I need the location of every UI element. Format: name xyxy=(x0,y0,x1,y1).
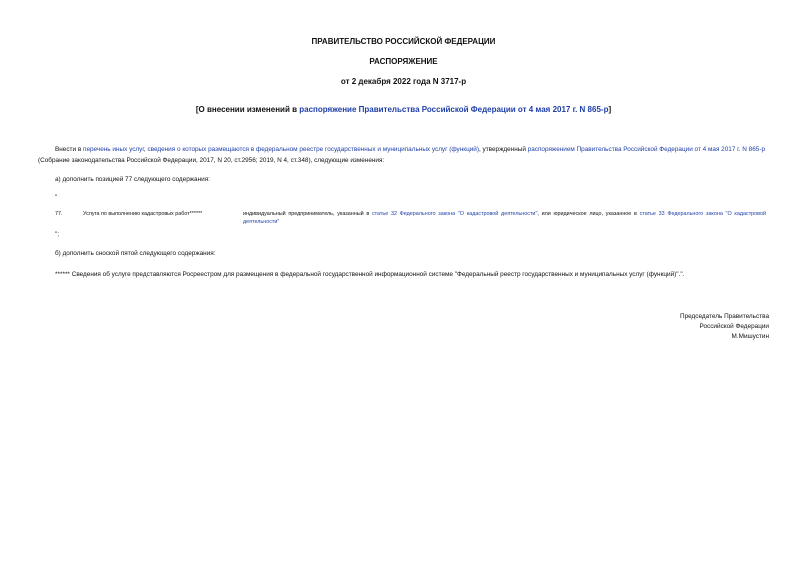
open-quote: " xyxy=(55,194,58,201)
title-prefix: [О внесении изменений в xyxy=(195,105,300,114)
signature-title-line-1: Председатель Правительства xyxy=(680,313,769,320)
intro-paragraph xyxy=(38,144,768,166)
government-heading: ПРАВИТЕЛЬСТВО РОССИЙСКОЙ ФЕДЕРАЦИИ xyxy=(311,37,496,46)
row-link-article-32[interactable]: статье 32 Федерального закона "О кадастровой деятельности" xyxy=(371,211,538,217)
title-suffix: ] xyxy=(608,105,612,114)
item-b: б) дополнить сноской пятой следующего содержания: xyxy=(55,250,216,257)
row-link-article-33[interactable]: статье 33 Федерального закона "О кадастровой деятельности" xyxy=(243,211,766,225)
intro-text-1: Внести в xyxy=(55,146,83,153)
signature-name: М.Мишустин xyxy=(731,333,769,340)
document-type: РАСПОРЯЖЕНИЕ xyxy=(369,57,438,66)
row-provider-text-1: индивидуальный предприниматель, указанный в xyxy=(243,211,372,217)
document-date-number: от 2 декабря 2022 года N 3717-р xyxy=(340,77,467,86)
intro-text-4: (Собрание законодательства Российской Федерации, 2017, N 20, ст.2956; 2019, N 4, ст.348), следующие изменения: xyxy=(38,157,385,164)
intro-link-services-list[interactable]: перечень иных услуг xyxy=(82,146,144,153)
row-provider-text-2: , или юридическое лицо, указанное в xyxy=(537,211,640,217)
signature-title-line-2: Российской Федерации xyxy=(699,323,769,330)
item-a: а) дополнить позицией 77 следующего содержания: xyxy=(55,176,210,183)
row-service-name: Услуга по выполнению кадастровых работ****** xyxy=(83,211,203,217)
title-link[interactable]: распоряжение Правительства Российской Федерации от 4 мая 2017 г. N 865-р xyxy=(299,105,609,114)
row-number: 77. xyxy=(55,211,63,217)
intro-link-register[interactable]: сведения о которых размещаются в федеральном реестре государственных и муниципальных услуг (функций) xyxy=(147,146,479,153)
intro-text-3: , утвержденный xyxy=(479,146,528,153)
footnote-text: ****** Сведения об услуге представляются Росреестром для размещения в федеральной государственной информационной системе "Федеральный реестр государственных и муниципальных услуг (функций)".". xyxy=(55,271,685,278)
close-quote: "; xyxy=(55,231,60,238)
intro-text-2: , xyxy=(143,146,148,153)
row-provider-cell xyxy=(243,210,766,226)
document-title xyxy=(0,105,807,114)
intro-link-order[interactable]: распоряжением Правительства Российской Федерации от 4 мая 2017 г. N 865-р xyxy=(527,146,766,153)
